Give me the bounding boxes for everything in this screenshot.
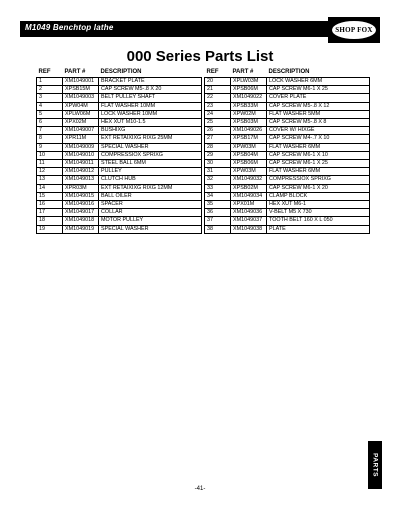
part-number-cell: XPLW03M xyxy=(231,78,267,86)
logo-oval xyxy=(331,20,377,40)
ref-cell: 21 xyxy=(205,86,231,94)
table-row xyxy=(37,209,202,217)
description-cell: FLAT WASHER 6MM xyxy=(267,168,370,176)
table-row xyxy=(205,94,370,102)
logo-text: SHOP FOX xyxy=(335,26,373,34)
parts-table-right-body xyxy=(205,78,370,234)
ref-cell: 8 xyxy=(37,135,63,143)
part-number-cell: XM1049018 xyxy=(63,217,99,225)
ref-cell: 10 xyxy=(37,151,63,159)
part-number-cell: XM1049038 xyxy=(231,225,267,233)
ref-cell: 17 xyxy=(37,209,63,217)
table-row xyxy=(37,201,202,209)
table-row xyxy=(37,102,202,110)
table-row xyxy=(205,160,370,168)
part-number-cell: XM1049003 xyxy=(63,94,99,102)
table-row xyxy=(37,151,202,159)
description-cell: CAP SCREW M6-1 X 25 xyxy=(267,160,370,168)
table-row xyxy=(205,225,370,233)
part-number-cell: XM1049034 xyxy=(231,192,267,200)
table-row xyxy=(37,176,202,184)
ref-cell: 33 xyxy=(205,184,231,192)
column-header-description: DESCRIPTION xyxy=(99,69,202,78)
description-cell: COVER W/ HIXGE xyxy=(267,127,370,135)
ref-cell: 7 xyxy=(37,127,63,135)
table-row xyxy=(37,110,202,118)
description-cell: CAP SCREW M5-.8 X 20 xyxy=(99,86,202,94)
ref-cell: 6 xyxy=(37,119,63,127)
part-number-cell: XM1049012 xyxy=(63,168,99,176)
header-bar xyxy=(20,21,378,37)
part-number-cell: XM1049016 xyxy=(63,201,99,209)
description-cell: EXT RETAIXIXG RIXG 25MM xyxy=(99,135,202,143)
table-row xyxy=(37,94,202,102)
part-number-cell: XPX01M xyxy=(231,201,267,209)
table-row xyxy=(37,78,202,86)
ref-cell: 9 xyxy=(37,143,63,151)
column-header-ref: REF xyxy=(37,69,63,78)
part-number-cell: XPW02M xyxy=(231,110,267,118)
description-cell: V-BELT M5 X 730 xyxy=(267,209,370,217)
ref-cell: 15 xyxy=(37,192,63,200)
description-cell: TOOTH BELT 160 X L 050 xyxy=(267,217,370,225)
part-number-cell: XM1049010 xyxy=(63,151,99,159)
part-number-cell: XPSB02M xyxy=(231,184,267,192)
table-row xyxy=(37,168,202,176)
description-cell: FLAT WASHER 10MM xyxy=(99,102,202,110)
table-row xyxy=(205,217,370,225)
description-cell: STEEL BALL 6MM xyxy=(99,160,202,168)
ref-cell: 32 xyxy=(205,176,231,184)
table-row xyxy=(37,192,202,200)
part-number-cell: XM1049019 xyxy=(63,225,99,233)
part-number-cell: XM1049011 xyxy=(63,160,99,168)
description-cell: BRACKET PLATE xyxy=(99,78,202,86)
ref-cell: 26 xyxy=(205,127,231,135)
part-number-cell: XM1049001 xyxy=(63,78,99,86)
part-number-cell: XPSB06M xyxy=(231,160,267,168)
ref-cell: 27 xyxy=(205,135,231,143)
table-row xyxy=(37,143,202,151)
description-cell: LOCK WASHER 6MM xyxy=(267,78,370,86)
column-header-description: DESCRIPTION xyxy=(267,69,370,78)
table-row xyxy=(205,127,370,135)
description-cell: HEX XUT M6-1 xyxy=(267,201,370,209)
ref-cell: 5 xyxy=(37,110,63,118)
description-cell: COLLAR xyxy=(99,209,202,217)
part-number-cell: XM1049022 xyxy=(231,94,267,102)
part-number-cell: XPSB17M xyxy=(231,135,267,143)
table-row xyxy=(205,78,370,86)
page-title: 000 Series Parts List xyxy=(126,48,274,65)
ref-cell: 30 xyxy=(205,160,231,168)
part-number-cell: XPW03M xyxy=(231,168,267,176)
table-row xyxy=(205,176,370,184)
description-cell: SPECIAL WASHER xyxy=(99,225,202,233)
ref-cell: 23 xyxy=(205,102,231,110)
description-cell: PLATE xyxy=(267,225,370,233)
table-row xyxy=(205,135,370,143)
description-cell: BALL OILER xyxy=(99,192,202,200)
table-header-row xyxy=(37,69,202,78)
table-header-row xyxy=(205,69,370,78)
ref-cell: 25 xyxy=(205,119,231,127)
ref-cell: 34 xyxy=(205,192,231,200)
table-row xyxy=(37,184,202,192)
table-row xyxy=(205,119,370,127)
part-number-cell: XPW03M xyxy=(231,143,267,151)
part-number-cell: XPSB06M xyxy=(231,86,267,94)
description-cell: CLUTCH HUB xyxy=(99,176,202,184)
ref-cell: 24 xyxy=(205,110,231,118)
part-number-cell: XPW04M xyxy=(63,102,99,110)
shop-fox-logo xyxy=(328,17,380,43)
table-row xyxy=(205,143,370,151)
part-number-cell: XM1049026 xyxy=(231,127,267,135)
ref-cell: 12 xyxy=(37,168,63,176)
page-number: -41- xyxy=(194,486,206,492)
description-cell: BELT PULLEY SHAFT xyxy=(99,94,202,102)
part-number-cell: XPLW06M xyxy=(63,110,99,118)
table-row xyxy=(37,225,202,233)
section-tab-label: PARTS xyxy=(371,452,379,478)
parts-table-left-body xyxy=(37,78,202,234)
ref-cell: 35 xyxy=(205,201,231,209)
table-row xyxy=(205,184,370,192)
table-row xyxy=(205,110,370,118)
parts-table-left xyxy=(36,69,202,234)
ref-cell: 29 xyxy=(205,151,231,159)
description-cell: CAP SCREW M6-1 X 25 xyxy=(267,86,370,94)
description-cell: FLAT WASHER 5MM xyxy=(267,110,370,118)
part-number-cell: XM1049037 xyxy=(231,217,267,225)
description-cell: CAP SCREW M6-1 X 20 xyxy=(267,184,370,192)
part-number-cell: XM1049017 xyxy=(63,209,99,217)
ref-cell: 11 xyxy=(37,160,63,168)
ref-cell: 36 xyxy=(205,209,231,217)
description-cell: COMPRESSIOX SPRIXG xyxy=(99,151,202,159)
description-cell: CAP SCREW M5-.8 X 12 xyxy=(267,102,370,110)
table-row xyxy=(37,127,202,135)
ref-cell: 14 xyxy=(37,184,63,192)
ref-cell: 3 xyxy=(37,94,63,102)
description-cell: CAP SCREW M4-.7 X 10 xyxy=(267,135,370,143)
part-number-cell: XM1049015 xyxy=(63,192,99,200)
table-row xyxy=(37,135,202,143)
ref-cell: 16 xyxy=(37,201,63,209)
parts-table-right xyxy=(204,69,370,234)
part-number-cell: XPSB03M xyxy=(231,119,267,127)
column-header-part: PART # xyxy=(63,69,99,78)
ref-cell: 13 xyxy=(37,176,63,184)
header-title: M1049 Benchtop lathe xyxy=(25,23,114,32)
ref-cell: 20 xyxy=(205,78,231,86)
description-cell: MOTOR PULLEY xyxy=(99,217,202,225)
description-cell: BUSHIXG xyxy=(99,127,202,135)
ref-cell: 22 xyxy=(205,94,231,102)
table-row xyxy=(205,201,370,209)
column-header-part: PART # xyxy=(231,69,267,78)
ref-cell: 2 xyxy=(37,86,63,94)
part-number-cell: XM1049036 xyxy=(231,209,267,217)
part-number-cell: XM1049013 xyxy=(63,176,99,184)
description-cell: CAP SCREW M5-.8 X 8 xyxy=(267,119,370,127)
ref-cell: 31 xyxy=(205,168,231,176)
description-cell: CLAMP BLOCK xyxy=(267,192,370,200)
part-number-cell: XPSB04M xyxy=(231,151,267,159)
table-row xyxy=(37,86,202,94)
ref-cell: 19 xyxy=(37,225,63,233)
part-number-cell: XM1049032 xyxy=(231,176,267,184)
table-row xyxy=(205,86,370,94)
part-number-cell: XPR11M xyxy=(63,135,99,143)
ref-cell: 37 xyxy=(205,217,231,225)
ref-cell: 1 xyxy=(37,78,63,86)
ref-cell: 18 xyxy=(37,217,63,225)
parts-section-tab xyxy=(368,441,382,489)
part-number-cell: XM1049007 xyxy=(63,127,99,135)
description-cell: HEX XUT M10-1.5 xyxy=(99,119,202,127)
description-cell: CAP SCREW M6-1 X 10 xyxy=(267,151,370,159)
table-row xyxy=(205,209,370,217)
part-number-cell: XPR03M xyxy=(63,184,99,192)
ref-cell: 4 xyxy=(37,102,63,110)
part-number-cell: XPX02M xyxy=(63,119,99,127)
table-row xyxy=(205,151,370,159)
description-cell: PULLEY xyxy=(99,168,202,176)
description-cell: FLAT WASHER 6MM xyxy=(267,143,370,151)
part-number-cell: XM1049009 xyxy=(63,143,99,151)
part-number-cell: XPSB33M xyxy=(231,102,267,110)
column-header-ref: REF xyxy=(205,69,231,78)
table-row xyxy=(205,192,370,200)
table-row xyxy=(205,168,370,176)
table-row xyxy=(37,119,202,127)
ref-cell: 38 xyxy=(205,225,231,233)
description-cell: EXT RETAIXIXG RIXG 12MM xyxy=(99,184,202,192)
description-cell: COVER PLATE xyxy=(267,94,370,102)
description-cell: COMPRESSIOX SPRIXG xyxy=(267,176,370,184)
part-number-cell: XPSB15M xyxy=(63,86,99,94)
table-row xyxy=(37,217,202,225)
description-cell: SPACER xyxy=(99,201,202,209)
ref-cell: 28 xyxy=(205,143,231,151)
table-row xyxy=(37,160,202,168)
description-cell: SPECIAL WASHER xyxy=(99,143,202,151)
table-row xyxy=(205,102,370,110)
description-cell: LOCK WASHER 10MM xyxy=(99,110,202,118)
